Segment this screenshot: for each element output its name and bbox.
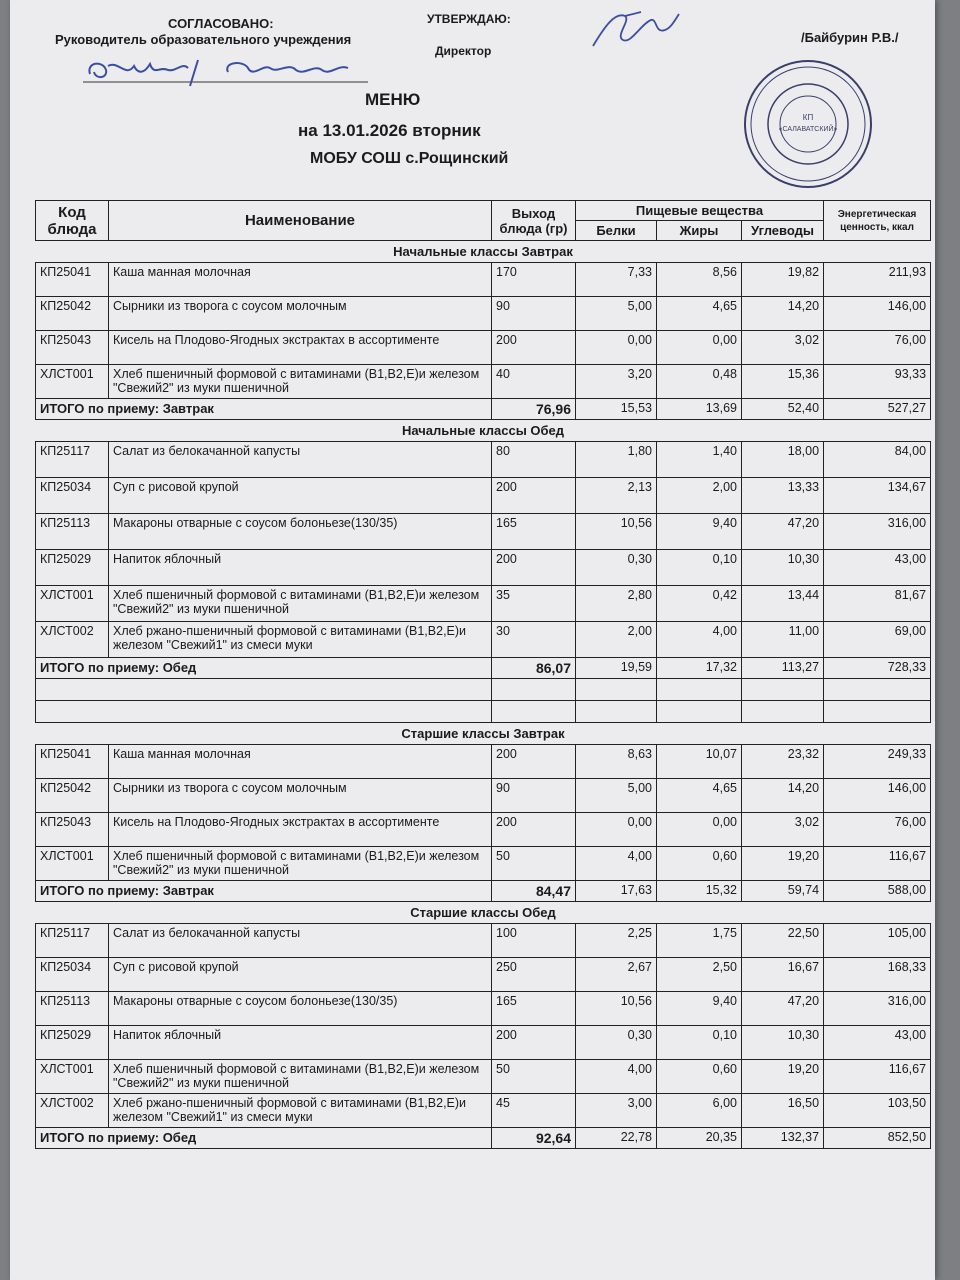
dish-carbs: 10,30 xyxy=(742,550,824,586)
header-row xyxy=(36,201,931,221)
dish-fat: 1,40 xyxy=(657,442,742,478)
total-carbs: 52,40 xyxy=(742,399,824,420)
empty-cell xyxy=(824,679,931,701)
dish-carbs: 18,00 xyxy=(742,442,824,478)
dish-protein: 8,63 xyxy=(576,745,657,779)
dish-output: 90 xyxy=(492,779,576,813)
dish-row xyxy=(36,992,931,1026)
dish-name: Макароны отварные с соусом болоньезе(130/35) xyxy=(109,992,492,1026)
dish-output: 50 xyxy=(492,1060,576,1094)
dish-fat: 0,60 xyxy=(657,1060,742,1094)
section-row xyxy=(36,723,931,745)
dish-protein: 10,56 xyxy=(576,992,657,1026)
col-name: Наименование xyxy=(109,201,492,241)
dish-row xyxy=(36,622,931,658)
empty-cell xyxy=(492,701,576,723)
dish-carbs: 23,32 xyxy=(742,745,824,779)
school-name: МОБУ СОШ с.Рощинский xyxy=(310,150,509,167)
total-output: 86,07 xyxy=(492,658,576,679)
dish-carbs: 13,44 xyxy=(742,586,824,622)
total-output: 84,47 xyxy=(492,881,576,902)
dish-protein: 3,00 xyxy=(576,1094,657,1128)
dish-output: 200 xyxy=(492,550,576,586)
dish-row xyxy=(36,1026,931,1060)
dish-row xyxy=(36,365,931,399)
dish-energy: 146,00 xyxy=(824,297,931,331)
dish-carbs: 22,50 xyxy=(742,924,824,958)
dish-name: Хлеб пшеничный формовой с витаминами (В1,В2,Е)и железом "Свежий2" из муки пшеничной xyxy=(109,847,492,881)
section-title: Начальные классы Завтрак xyxy=(36,241,931,263)
col-output: Выход блюда (гр) xyxy=(492,201,576,241)
dish-protein: 2,67 xyxy=(576,958,657,992)
dish-code: КП25113 xyxy=(36,992,109,1026)
agreed-signature xyxy=(78,52,378,92)
dish-carbs: 13,33 xyxy=(742,478,824,514)
dish-row xyxy=(36,550,931,586)
dish-carbs: 16,50 xyxy=(742,1094,824,1128)
dish-name: Хлеб пшеничный формовой с витаминами (В1,В2,Е)и железом "Свежий2" из муки пшеничной xyxy=(109,365,492,399)
dish-fat: 4,65 xyxy=(657,297,742,331)
dish-carbs: 47,20 xyxy=(742,514,824,550)
dish-row xyxy=(36,1094,931,1128)
dish-fat: 0,00 xyxy=(657,813,742,847)
dish-output: 40 xyxy=(492,365,576,399)
dish-output: 30 xyxy=(492,622,576,658)
dish-fat: 6,00 xyxy=(657,1094,742,1128)
empty-cell xyxy=(576,679,657,701)
dish-energy: 116,67 xyxy=(824,847,931,881)
dish-code: ХЛСТ002 xyxy=(36,622,109,658)
organization-stamp xyxy=(742,58,874,190)
dish-output: 35 xyxy=(492,586,576,622)
dish-protein: 0,30 xyxy=(576,550,657,586)
dish-code: КП25034 xyxy=(36,478,109,514)
total-fat: 17,32 xyxy=(657,658,742,679)
total-output: 76,96 xyxy=(492,399,576,420)
dish-row xyxy=(36,924,931,958)
dish-name: Каша манная молочная xyxy=(109,263,492,297)
dish-protein: 4,00 xyxy=(576,847,657,881)
total-carbs: 113,27 xyxy=(742,658,824,679)
total-row xyxy=(36,1128,931,1149)
dish-row xyxy=(36,297,931,331)
dish-energy: 76,00 xyxy=(824,331,931,365)
dish-energy: 168,33 xyxy=(824,958,931,992)
dish-name: Суп с рисовой крупой xyxy=(109,478,492,514)
total-carbs: 59,74 xyxy=(742,881,824,902)
dish-output: 170 xyxy=(492,263,576,297)
dish-protein: 7,33 xyxy=(576,263,657,297)
total-row xyxy=(36,399,931,420)
dish-carbs: 3,02 xyxy=(742,331,824,365)
col-nutrients: Пищевые вещества xyxy=(576,201,824,221)
dish-code: КП25117 xyxy=(36,924,109,958)
dish-name: Хлеб пшеничный формовой с витаминами (В1,В2,Е)и железом "Свежий2" из муки пшеничной xyxy=(109,1060,492,1094)
dish-carbs: 15,36 xyxy=(742,365,824,399)
empty-row xyxy=(36,679,931,701)
dish-protein: 1,80 xyxy=(576,442,657,478)
director-name: /Байбурин Р.В./ xyxy=(801,30,899,45)
dish-energy: 93,33 xyxy=(824,365,931,399)
dish-output: 200 xyxy=(492,331,576,365)
section-row xyxy=(36,902,931,924)
dish-code: КП25029 xyxy=(36,550,109,586)
svg-text:КП: КП xyxy=(802,113,814,122)
dish-output: 200 xyxy=(492,1026,576,1060)
dish-name: Каша манная молочная xyxy=(109,745,492,779)
agreed-label: СОГЛАСОВАНО: xyxy=(168,16,274,31)
total-label: ИТОГО по приему: Обед xyxy=(36,1128,492,1149)
total-energy: 852,50 xyxy=(824,1128,931,1149)
total-output: 92,64 xyxy=(492,1128,576,1149)
svg-text:«САЛАВАТСКИЙ»: «САЛАВАТСКИЙ» xyxy=(778,126,838,133)
director-signature xyxy=(585,6,685,52)
dish-energy: 69,00 xyxy=(824,622,931,658)
dish-code: КП25029 xyxy=(36,1026,109,1060)
dish-code: КП25041 xyxy=(36,745,109,779)
dish-output: 50 xyxy=(492,847,576,881)
total-row xyxy=(36,881,931,902)
dish-code: ХЛСТ001 xyxy=(36,365,109,399)
total-row xyxy=(36,658,931,679)
dish-protein: 2,00 xyxy=(576,622,657,658)
dish-fat: 4,65 xyxy=(657,779,742,813)
dish-name: Напиток яблочный xyxy=(109,550,492,586)
empty-cell xyxy=(36,679,492,701)
dish-protein: 3,20 xyxy=(576,365,657,399)
dish-protein: 5,00 xyxy=(576,779,657,813)
col-carbs: Углеводы xyxy=(742,221,824,241)
menu-date: на 13.01.2026 вторник xyxy=(298,121,481,140)
col-fat: Жиры xyxy=(657,221,742,241)
dish-fat: 1,75 xyxy=(657,924,742,958)
dish-fat: 0,10 xyxy=(657,1026,742,1060)
dish-code: КП25043 xyxy=(36,813,109,847)
dish-row xyxy=(36,586,931,622)
dish-protein: 2,80 xyxy=(576,586,657,622)
dish-carbs: 19,82 xyxy=(742,263,824,297)
dish-carbs: 19,20 xyxy=(742,1060,824,1094)
agreed-position: Руководитель образовательного учреждения xyxy=(55,32,352,47)
dish-row xyxy=(36,779,931,813)
empty-row xyxy=(36,701,931,723)
empty-cell xyxy=(657,701,742,723)
dish-row xyxy=(36,514,931,550)
col-code: Код блюда xyxy=(36,201,109,241)
dish-code: КП25034 xyxy=(36,958,109,992)
dish-output: 90 xyxy=(492,297,576,331)
dish-name: Кисель на Плодово-Ягодных экстрактах в ассортименте xyxy=(109,813,492,847)
dish-code: ХЛСТ001 xyxy=(36,586,109,622)
director-label: Директор xyxy=(435,44,492,58)
approve-label: УТВЕРЖДАЮ: xyxy=(427,12,511,26)
empty-cell xyxy=(657,679,742,701)
dish-fat: 4,00 xyxy=(657,622,742,658)
total-carbs: 132,37 xyxy=(742,1128,824,1149)
dish-carbs: 10,30 xyxy=(742,1026,824,1060)
dish-output: 200 xyxy=(492,478,576,514)
dish-protein: 0,30 xyxy=(576,1026,657,1060)
dish-code: ХЛСТ001 xyxy=(36,1060,109,1094)
dish-code: КП25113 xyxy=(36,514,109,550)
total-protein: 15,53 xyxy=(576,399,657,420)
dish-energy: 134,67 xyxy=(824,478,931,514)
dish-output: 45 xyxy=(492,1094,576,1128)
dish-output: 200 xyxy=(492,813,576,847)
dish-protein: 2,25 xyxy=(576,924,657,958)
dish-carbs: 47,20 xyxy=(742,992,824,1026)
dish-code: КП25041 xyxy=(36,263,109,297)
total-fat: 13,69 xyxy=(657,399,742,420)
dish-protein: 4,00 xyxy=(576,1060,657,1094)
dish-output: 250 xyxy=(492,958,576,992)
total-energy: 728,33 xyxy=(824,658,931,679)
dish-energy: 105,00 xyxy=(824,924,931,958)
dish-row xyxy=(36,478,931,514)
dish-row xyxy=(36,263,931,297)
empty-cell xyxy=(492,679,576,701)
dish-code: КП25117 xyxy=(36,442,109,478)
dish-name: Сырники из творога с соусом молочным xyxy=(109,297,492,331)
dish-fat: 0,48 xyxy=(657,365,742,399)
dish-name: Салат из белокачанной капусты xyxy=(109,924,492,958)
col-energy: Энергетическая ценность, ккал xyxy=(824,201,931,241)
dish-carbs: 14,20 xyxy=(742,779,824,813)
menu-body xyxy=(36,241,931,1149)
dish-protein: 5,00 xyxy=(576,297,657,331)
dish-carbs: 19,20 xyxy=(742,847,824,881)
dish-protein: 10,56 xyxy=(576,514,657,550)
total-label: ИТОГО по приему: Обед xyxy=(36,658,492,679)
dish-carbs: 11,00 xyxy=(742,622,824,658)
col-protein: Белки xyxy=(576,221,657,241)
dish-name: Хлеб пшеничный формовой с витаминами (В1,В2,Е)и железом "Свежий2" из муки пшеничной xyxy=(109,586,492,622)
dish-code: КП25043 xyxy=(36,331,109,365)
total-energy: 527,27 xyxy=(824,399,931,420)
empty-cell xyxy=(742,679,824,701)
dish-output: 200 xyxy=(492,745,576,779)
total-protein: 17,63 xyxy=(576,881,657,902)
dish-energy: 81,67 xyxy=(824,586,931,622)
dish-name: Кисель на Плодово-Ягодных экстрактах в ассортименте xyxy=(109,331,492,365)
empty-cell xyxy=(36,701,492,723)
dish-fat: 0,42 xyxy=(657,586,742,622)
total-protein: 22,78 xyxy=(576,1128,657,1149)
dish-output: 165 xyxy=(492,514,576,550)
dish-fat: 8,56 xyxy=(657,263,742,297)
total-fat: 20,35 xyxy=(657,1128,742,1149)
dish-fat: 2,50 xyxy=(657,958,742,992)
dish-energy: 211,93 xyxy=(824,263,931,297)
total-energy: 588,00 xyxy=(824,881,931,902)
dish-row xyxy=(36,331,931,365)
dish-energy: 146,00 xyxy=(824,779,931,813)
dish-row xyxy=(36,813,931,847)
dish-name: Макароны отварные с соусом болоньезе(130/35) xyxy=(109,514,492,550)
dish-energy: 249,33 xyxy=(824,745,931,779)
dish-fat: 10,07 xyxy=(657,745,742,779)
dish-fat: 9,40 xyxy=(657,992,742,1026)
empty-cell xyxy=(742,701,824,723)
dish-output: 165 xyxy=(492,992,576,1026)
dish-carbs: 14,20 xyxy=(742,297,824,331)
dish-protein: 0,00 xyxy=(576,813,657,847)
dish-code: ХЛСТ001 xyxy=(36,847,109,881)
total-label: ИТОГО по приему: Завтрак xyxy=(36,881,492,902)
dish-energy: 84,00 xyxy=(824,442,931,478)
menu-title: МЕНЮ xyxy=(365,90,421,109)
dish-energy: 43,00 xyxy=(824,1026,931,1060)
dish-fat: 0,10 xyxy=(657,550,742,586)
dish-row xyxy=(36,745,931,779)
dish-carbs: 16,67 xyxy=(742,958,824,992)
menu-document xyxy=(10,0,935,1280)
dish-fat: 9,40 xyxy=(657,514,742,550)
dish-energy: 43,00 xyxy=(824,550,931,586)
section-row xyxy=(36,420,931,442)
section-title: Старшие классы Завтрак xyxy=(36,723,931,745)
dish-name: Напиток яблочный xyxy=(109,1026,492,1060)
total-protein: 19,59 xyxy=(576,658,657,679)
dish-row xyxy=(36,1060,931,1094)
section-row xyxy=(36,241,931,263)
empty-cell xyxy=(824,701,931,723)
dish-fat: 0,00 xyxy=(657,331,742,365)
menu-table xyxy=(35,200,931,1149)
dish-energy: 316,00 xyxy=(824,992,931,1026)
dish-name: Салат из белокачанной капусты xyxy=(109,442,492,478)
dish-carbs: 3,02 xyxy=(742,813,824,847)
dish-name: Хлеб ржано-пшеничный формовой с витаминами (В1,В2,Е)и железом "Свежий1" из смеси муки xyxy=(109,1094,492,1128)
dish-row xyxy=(36,442,931,478)
dish-fat: 0,60 xyxy=(657,847,742,881)
dish-energy: 116,67 xyxy=(824,1060,931,1094)
dish-energy: 316,00 xyxy=(824,514,931,550)
dish-output: 80 xyxy=(492,442,576,478)
section-title: Старшие классы Обед xyxy=(36,902,931,924)
total-fat: 15,32 xyxy=(657,881,742,902)
dish-code: КП25042 xyxy=(36,297,109,331)
dish-name: Хлеб ржано-пшеничный формовой с витаминами (В1,В2,Е)и железом "Свежий1" из смеси муки xyxy=(109,622,492,658)
empty-cell xyxy=(576,701,657,723)
section-title: Начальные классы Обед xyxy=(36,420,931,442)
dish-energy: 76,00 xyxy=(824,813,931,847)
dish-row xyxy=(36,847,931,881)
dish-code: КП25042 xyxy=(36,779,109,813)
dish-output: 100 xyxy=(492,924,576,958)
total-label: ИТОГО по приему: Завтрак xyxy=(36,399,492,420)
dish-protein: 0,00 xyxy=(576,331,657,365)
dish-name: Сырники из творога с соусом молочным xyxy=(109,779,492,813)
dish-name: Суп с рисовой крупой xyxy=(109,958,492,992)
dish-row xyxy=(36,958,931,992)
dish-code: ХЛСТ002 xyxy=(36,1094,109,1128)
dish-energy: 103,50 xyxy=(824,1094,931,1128)
dish-protein: 2,13 xyxy=(576,478,657,514)
dish-fat: 2,00 xyxy=(657,478,742,514)
